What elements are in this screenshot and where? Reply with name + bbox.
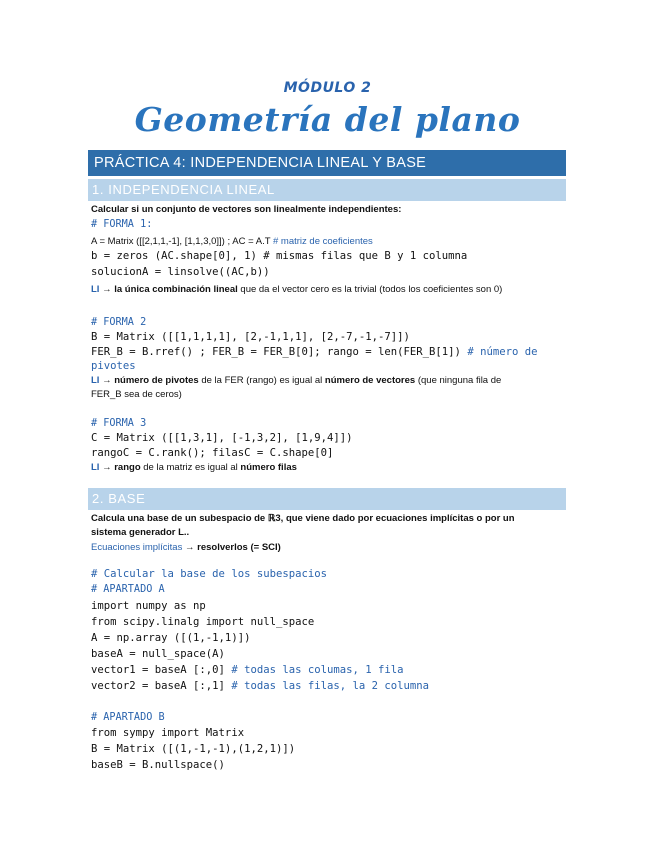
code-line-6-code: vector2 = baseA [:,1] — [91, 680, 232, 692]
forma1-note-bold: la única combinación lineal — [111, 284, 238, 295]
forma2-line2 — [91, 345, 537, 360]
arrow-icon: → — [102, 284, 112, 295]
module-label: MÓDULO 2 — [283, 80, 372, 96]
code-line-7: from sympy import Matrix — [91, 727, 245, 739]
code-line-1: import numpy as np — [91, 600, 206, 612]
forma3-label: # FORMA 3 — [91, 418, 147, 429]
li-tag: LI — [91, 375, 100, 386]
forma1-label: # FORMA 1: — [91, 219, 153, 230]
forma2-line1: B = Matrix ([[1,1,1,1], [2,-1,1,1], [2,-7,-1,-7]]) — [91, 331, 410, 343]
code-comment-1: # Calcular la base de los subespacios — [91, 568, 327, 580]
forma1-line1-comment: # matriz de coeficientes — [273, 236, 373, 247]
forma3-line1: C = Matrix ([[1,3,1], [-1,3,2], [1,9,4]]) — [91, 432, 353, 444]
forma2-label: # FORMA 2 — [91, 317, 147, 328]
section2-intro-line1: Calcula una base de un subespacio de ℝ3, que viene dado por ecuaciones implícitas o por un — [91, 513, 515, 524]
forma2-note-bold2: número de vectores — [324, 375, 416, 386]
li-tag: LI — [91, 284, 100, 295]
section2-intro-line2: sistema generador L.. — [91, 527, 190, 538]
li-tag: LI — [91, 462, 100, 473]
forma2-line2-comment: # número de — [467, 346, 538, 358]
code-line-5-comment: # todas las columas, 1 fila — [231, 664, 404, 676]
forma2-note-text2: (que ninguna fila de — [415, 375, 502, 386]
forma3-line2: rangoC = C.rank(); filasC = C.shape[0] — [91, 447, 334, 459]
code-line-9: baseB = B.nullspace() — [91, 759, 225, 771]
practice-heading-bar: PRÁCTICA 4: INDEPENDENCIA LINEAL Y BASE — [88, 150, 566, 176]
forma3-note — [91, 461, 297, 474]
forma1-line3: solucionA = linsolve((AC,b)) — [91, 266, 270, 278]
code-line-2: from scipy.linalg import null_space — [91, 616, 315, 628]
forma2-note-line2: FER_B sea de ceros) — [91, 389, 182, 400]
equations-rest: resolverlos (= SCI) — [197, 542, 281, 553]
forma3-note-bold2: número filas — [240, 462, 297, 473]
forma2-note-text1: de la FER (rango) es igual al — [198, 375, 325, 386]
forma1-line1-code: A = Matrix ([[2,1,1,-1], [1,1,3,0]]) ; AC = A.T — [91, 236, 273, 247]
code-line-6-comment: # todas las filas, la 2 columna — [231, 680, 430, 692]
section1-intro: Calcular si un conjunto de vectores son linealmente independientes: — [91, 204, 402, 215]
arrow-icon: → — [182, 542, 198, 553]
code-line-4: baseA = null_space(A) — [91, 648, 225, 660]
code-line-3: A = np.array ([(1,-1,1)]) — [91, 632, 251, 644]
code-comment-apartado-b: # APARTADO B — [91, 712, 165, 723]
forma2-note-bold1: número de pivotes — [111, 375, 199, 386]
section-heading-1: 1. INDEPENDENCIA LINEAL — [88, 179, 566, 201]
forma1-line2: b = zeros (AC.shape[0], 1) # mismas filas que B y 1 columna — [91, 250, 468, 262]
section-heading-2: 2. BASE — [88, 488, 566, 510]
forma2-note — [91, 374, 501, 387]
document-title: Geometría del plano — [134, 100, 521, 139]
forma3-note-text: de la matriz es igual al — [140, 462, 241, 473]
arrow-icon: → — [102, 375, 112, 386]
code-line-5 — [91, 663, 404, 678]
forma3-note-bold1: rango — [111, 462, 141, 473]
forma2-line2-code: FER_B = B.rref() ; FER_B = FER_B[0]; rango = len(FER_B[1]) — [91, 346, 468, 358]
code-line-6 — [91, 679, 429, 694]
forma1-note — [91, 283, 502, 296]
forma2-line3: pivotes — [91, 360, 136, 372]
arrow-icon: → — [102, 462, 112, 473]
forma1-line1 — [91, 235, 373, 248]
forma1-note-rest: que da el vector cero es la trivial (todos los coeficientes son 0) — [237, 284, 503, 295]
equations-label: Ecuaciones implícitas — [91, 542, 183, 553]
code-line-5-code: vector1 = baseA [:,0] — [91, 664, 232, 676]
section2-equations-note — [91, 541, 281, 554]
code-line-8: B = Matrix ([(1,-1,-1),(1,2,1)]) — [91, 743, 296, 755]
code-comment-apartado-a: # APARTADO A — [91, 584, 165, 595]
